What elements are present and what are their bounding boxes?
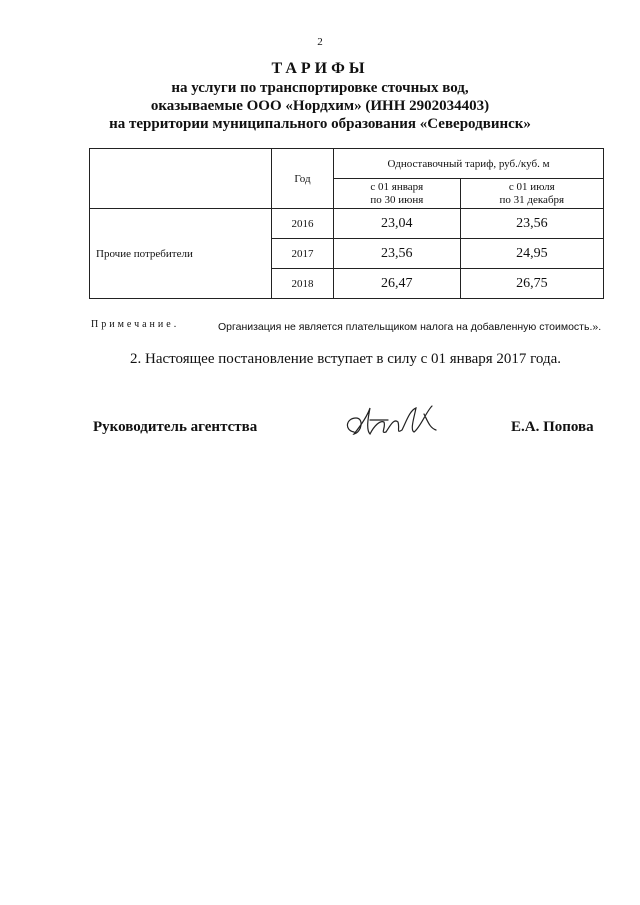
document-title: ТАРИФЫ <box>271 60 369 77</box>
tariff-cell: 26,47 <box>333 269 460 299</box>
page-number: 2 <box>317 36 323 48</box>
table-header-row <box>90 149 604 179</box>
year-cell: 2016 <box>272 209 334 239</box>
header-period-2: с 01 июля по 31 декабря <box>460 179 603 209</box>
note-label: Примечание. <box>91 319 180 330</box>
header-year: Год <box>272 149 334 209</box>
header-empty-cell <box>90 149 272 209</box>
tariff-cell: 24,95 <box>460 239 603 269</box>
note-text: Организация не является плательщиком налога на добавленную стоимость.». <box>218 321 602 333</box>
signatory-name: Е.А. Попова <box>511 419 594 435</box>
year-cell: 2017 <box>272 239 334 269</box>
tariff-cell: 23,56 <box>460 209 603 239</box>
handwritten-signature <box>340 400 445 445</box>
subtitle-line-3: на территории муниципального образования «Северодвинск» <box>109 116 531 132</box>
signatory-title: Руководитель агентства <box>93 419 258 435</box>
subtitle-line-2: оказываемые ООО «Нордхим» (ИНН 2902034403) <box>150 98 490 114</box>
tariff-cell: 26,75 <box>460 269 603 299</box>
consumer-cell: Прочие потребители <box>90 209 272 299</box>
tariff-cell: 23,04 <box>333 209 460 239</box>
table-row <box>90 209 604 239</box>
effective-date-paragraph: 2. Настоящее постановление вступает в силу с 01 января 2017 года. <box>130 351 562 367</box>
tariff-table <box>89 148 604 299</box>
year-cell: 2018 <box>272 269 334 299</box>
header-tariff: Одноставочный тариф, руб./куб. м <box>333 149 603 179</box>
header-period-1: с 01 января по 30 июня <box>333 179 460 209</box>
tariff-cell: 23,56 <box>333 239 460 269</box>
subtitle-line-1: на услуги по транспортировке сточных вод, <box>171 80 469 96</box>
